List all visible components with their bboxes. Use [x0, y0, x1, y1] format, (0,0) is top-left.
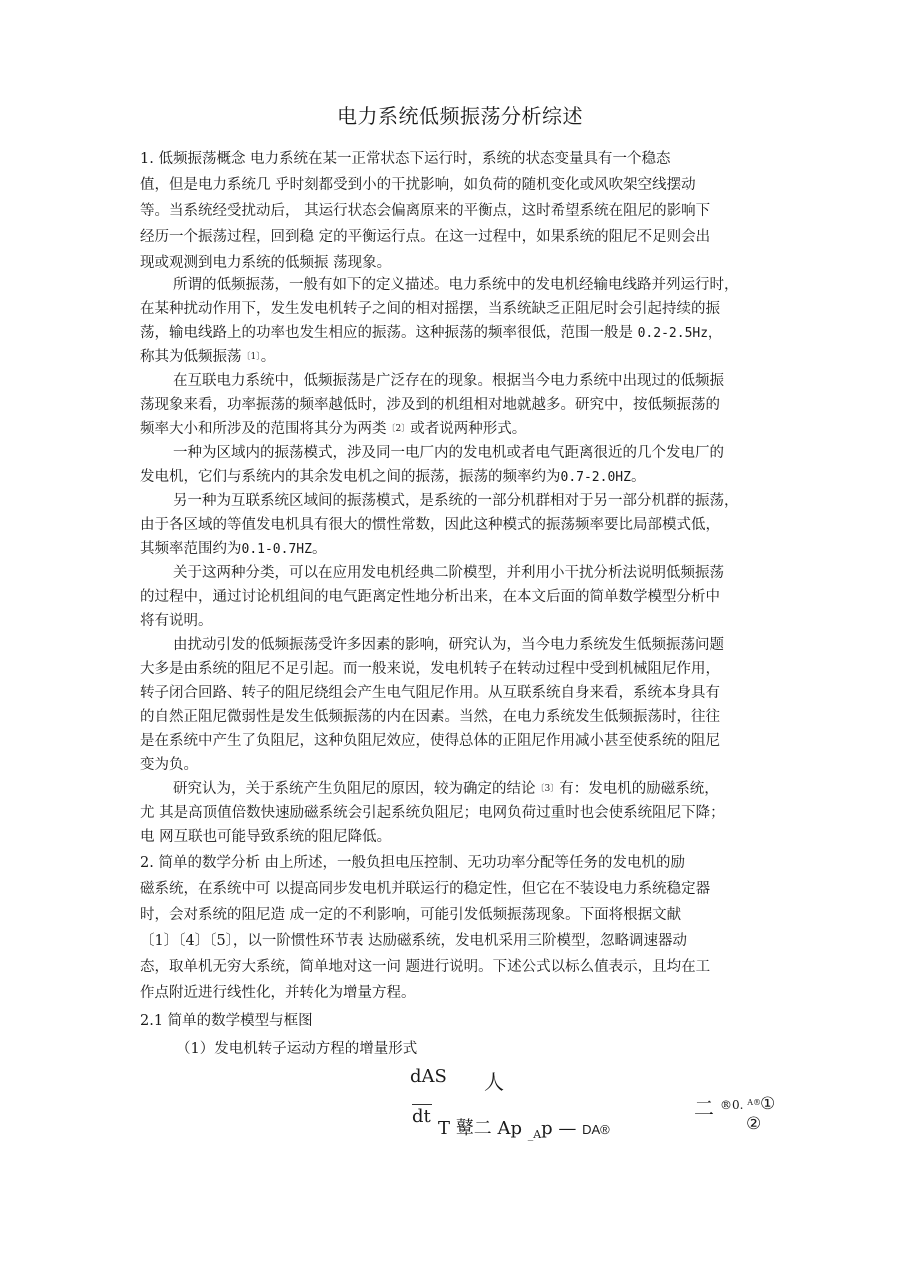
- definition-text: 。: [260, 349, 276, 365]
- section1-line: 值，但是电力系统几 乎时刻都受到小的干扰影响，如负荷的随机变化或风吹架空线摆动: [140, 177, 696, 193]
- section2-line: 磁系统，在系统中可 以提高同步发电机并联运行的稳定性，但它在不装设电力系统稳定器: [140, 881, 711, 897]
- paragraph-text: 发电机，它们与系统内的其余发电机之间的振荡，振荡的频率约为: [140, 469, 561, 485]
- section1-line: 等。当系统经受扰动后， 其运行状态会偏离原来的平衡点，这时希望系统在阻尼的影响下: [140, 203, 711, 219]
- section2-line: 时，会对系统的阻尼造 成一定的不利影响，可能引发低频振荡现象。下面将根据文献: [140, 907, 682, 923]
- paragraph-line: 将有说明。: [140, 613, 213, 629]
- paragraph-text: 有：发电机的励磁系统，: [559, 781, 719, 797]
- equation-equals: 二: [694, 1096, 714, 1120]
- paragraph-line: 由扰动引发的低频振荡受许多因素的影响，研究认为，当今电力系统发生低频振荡问题: [173, 637, 724, 653]
- equation-rhs: [720, 1098, 761, 1112]
- section1-line: 现或观测到电力系统的低频振 荡现象。: [140, 255, 392, 271]
- section2-line: 态，取单机无穷大系统，简单地对这一问 题进行说明。下述公式以标么值表示，且均在工: [140, 959, 711, 975]
- frequency-range: 0.2-2.5Hz，: [637, 326, 722, 341]
- frequency-range: 0.1-0.7HZ: [241, 542, 312, 557]
- section1-line: 经历一个振荡过程，回到稳 定的平衡运行点。在这一过程中，如果系统的阻尼不足则会出: [140, 229, 711, 245]
- paragraph-line: 一种为区域内的振荡模式，涉及同一电厂内的发电机或者电气距离很近的几个发电厂的: [173, 445, 724, 461]
- reference-marker: 〔2〕: [386, 424, 411, 434]
- equation-term: p —: [541, 1118, 583, 1139]
- fraction-bar: [412, 1104, 432, 1105]
- equation-subscript: _A: [527, 1128, 542, 1141]
- paragraph-line: 是在系统中产生了负阻尼，这种负阻尼效应，使得总体的正阻尼作用减小甚至使系统的阻尼: [140, 733, 720, 749]
- paragraph-text: 频率大小和所涉及的范围将其分为两类: [140, 421, 387, 437]
- definition-line: [140, 322, 721, 345]
- paragraph-line: 尤 其是高顶值倍数快速励磁系统会引起系统负阻尼；电网负荷过重时也会使系统阻尼下降；: [140, 805, 725, 821]
- equation-body: [438, 1114, 610, 1141]
- paragraph-text: 或者说两种形式。: [410, 421, 527, 437]
- paragraph-line: 的自然正阻尼微弱性是发生低频振荡的内在因素。当然，在电力系统发生低频振荡时，往往: [140, 709, 720, 725]
- section2-line: 作点附近进行线性化，并转化为增量方程。: [140, 985, 416, 1001]
- equation-term: T 鼙二 Ap: [438, 1118, 528, 1139]
- paragraph-text: 。: [630, 469, 646, 485]
- paragraph-line: [173, 778, 719, 800]
- list-item: （1）发电机转子运动方程的增量形式: [176, 1041, 418, 1057]
- definition-text: 荡，输电线路上的功率也发生相应的振荡。这种振荡的频率很低，范围一般是: [140, 325, 638, 341]
- frequency-range: 0.7-2.0HZ: [560, 470, 631, 485]
- paragraph-text: 其频率范围约为: [140, 541, 242, 557]
- paragraph-line: 另一种为互联系统区域间的振荡模式，是系统的一部分机群相对于另一部分机群的振荡，: [173, 493, 739, 509]
- paragraph-text: 研究认为，关于系统产生负阻尼的原因，较为确定的结论: [173, 781, 536, 797]
- equation-superscript: A®: [747, 1098, 762, 1107]
- paragraph-text: 。: [311, 541, 327, 557]
- paragraph-line: 变为负。: [140, 757, 198, 773]
- page-title: 电力系统低频振荡分析综述: [337, 104, 583, 128]
- section2-line: 〔1〕〔4〕〔5〕，以一阶惯性环节表 达励磁系统，发电机采用三阶模型，忽略调速器动: [140, 933, 688, 949]
- paragraph-line: 在互联电力系统中，低频振荡是广泛存在的现象。根据当今电力系统中出现过的低频振: [173, 373, 724, 389]
- section2-line: 2. 简单的数学分析 由上所述，一般负担电压控制、无功功率分配等任务的发电机的励: [140, 855, 686, 871]
- paragraph-line: 电 网互联也可能导致系统的阻尼降低。: [140, 829, 392, 845]
- definition-line: [140, 346, 275, 368]
- equation-denominator: dt: [412, 1106, 431, 1127]
- paragraph-line: 关于这两种分类，可以在应用发电机经典二阶模型，并利用小干扰分析法说明低频振荡: [173, 565, 724, 581]
- equation-symbol: 人: [484, 1070, 504, 1094]
- equation-term: ®0.: [720, 1098, 748, 1112]
- section1-line: 1. 低频振荡概念 电力系统在某一正常状态下运行时，系统的状态变量具有一个稳态: [140, 151, 671, 167]
- equation-numerator: dAS: [410, 1066, 447, 1087]
- reference-marker: 〔3〕: [535, 784, 560, 794]
- equation-term: DA®: [582, 1122, 610, 1137]
- paragraph-line: [140, 466, 645, 489]
- paragraph-line: 的过程中，通过讨论机组间的电气距离定性地分析出来，在本文后面的简单数学模型分析中: [140, 589, 720, 605]
- paragraph-line: [140, 418, 526, 440]
- paragraph-line: 荡现象来看，功率振荡的频率越低时，涉及到的机组相对地就越多。研究中，按低频振荡的: [140, 397, 720, 413]
- paragraph-line: [140, 538, 326, 561]
- reference-marker: 〔1〕: [241, 352, 261, 362]
- paragraph-line: 由于各区域的等值发电机具有很大的惯性常数，因此这种模式的振荡频率要比局部模式低，: [140, 517, 720, 533]
- equation-number-1: ①: [760, 1094, 776, 1114]
- paragraph-line: 大多是由系统的阻尼不足引起。而一般来说，发电机转子在转动过程中受到机械阻尼作用，: [140, 661, 720, 677]
- subsection-heading: 2.1 简单的数学模型与框图: [140, 1013, 313, 1029]
- equation-number-2: ②: [746, 1114, 762, 1134]
- definition-text: 称其为低频振荡: [140, 349, 242, 365]
- paragraph-line: 转子闭合回路、转子的阻尼绕组会产生电气阻尼作用。从互联系统自身来看，系统本身具有: [140, 685, 720, 701]
- definition-line: 在某种扰动作用下，发生发电机转子之间的相对摇摆，当系统缺乏正阻尼时会引起持续的振: [140, 301, 720, 317]
- definition-line: 所谓的低频振荡，一般有如下的定义描述。电力系统中的发电机经输电线路并列运行时，: [173, 277, 739, 293]
